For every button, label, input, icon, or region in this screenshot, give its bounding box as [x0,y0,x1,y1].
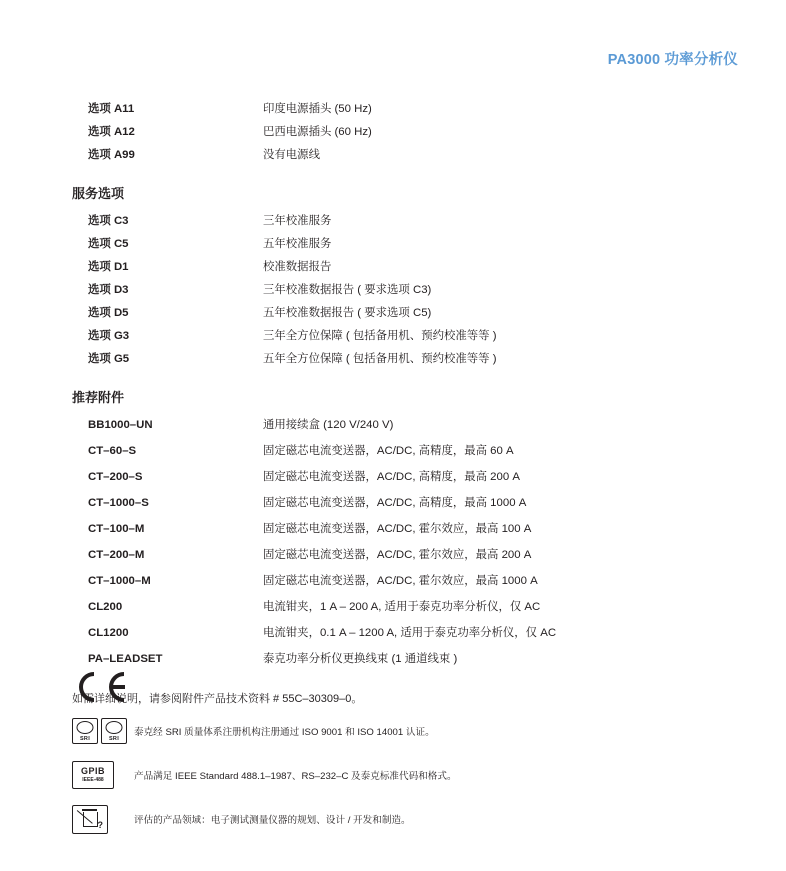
option-description: 三年校准数据报告 ( 要求选项 C3) [263,284,432,296]
option-code: 选项 G3 [88,330,130,342]
accessory-description: 固定磁芯电流变送器，AC/DC, 霍尔效应，最高 100 A [263,523,532,535]
certification-text: 泰克经 SRI 质量体系注册机构注册通过 ISO 9001 和 ISO 14001 认证。 [134,727,435,738]
option-description: 三年校准服务 [263,215,332,227]
accessory-code: CT–1000–S [88,497,149,509]
list-item [0,468,786,494]
gpib-badge-subtitle: IEEE-488 [82,777,104,783]
certification-row-gpib [72,760,732,790]
accessory-description: 电流钳夹，1 A – 200 A, 适用于泰克功率分析仪，仅 AC [263,601,541,613]
option-code: 选项 D5 [88,307,129,319]
gpib-badges [72,761,128,789]
list-item [0,100,786,123]
section-heading-service: 服务选项 [72,186,125,201]
certification-text: 产品满足 IEEE Standard 488.1–1987、RS–232–C 及泰克标准代码和格式。 [134,771,457,782]
list-item [0,598,786,624]
accessory-code: CT–200–M [88,549,145,561]
gpib-badge-title: GPIB [80,766,105,776]
list-item [0,327,786,350]
ce-mark-icon [72,672,130,702]
accessory-code: BB1000–UN [88,419,153,431]
accessory-description: 固定磁芯电流变送器，AC/DC, 高精度，最高 1000 A [263,497,527,509]
list-item [0,572,786,598]
option-description: 巴西电源插头 (60 Hz) [263,126,372,138]
list-item [0,520,786,546]
accessories-list [0,416,786,676]
option-code: 选项 D1 [88,261,129,273]
accessory-code: CT–200–S [88,471,143,483]
option-code: 选项 G5 [88,353,130,365]
list-item [0,212,786,235]
list-item [0,258,786,281]
option-description: 五年全方位保障 ( 包括备用机、预约校准等等 ) [263,353,497,365]
accessory-code: CT–100–M [88,523,145,535]
sri-registrar-icon [72,718,98,744]
list-item [0,304,786,327]
list-item [0,624,786,650]
sri-registrar-icon [101,718,127,744]
weee-recycle-icon: ? [72,805,108,834]
sri-badges [72,718,128,744]
section-heading-accessories: 推荐附件 [72,390,125,405]
option-code: 选项 A12 [88,126,135,138]
option-code: 选项 D3 [88,284,129,296]
list-item [0,442,786,468]
option-code: 选项 C5 [88,238,129,250]
accessory-code: CT–1000–M [88,575,151,587]
option-code: 选项 A11 [88,103,135,115]
page-header-title: PA3000 功率分析仪 [607,52,738,68]
option-code: 选项 A99 [88,149,135,161]
certification-row-sri [72,716,732,746]
option-description: 五年校准数据报告 ( 要求选项 C5) [263,307,432,319]
list-item [0,123,786,146]
weee-badges [72,805,128,834]
sri-badge-label: SRI [79,736,91,742]
service-options-list [0,212,786,373]
list-item [0,281,786,304]
accessory-description: 固定磁芯电流变送器，AC/DC, 霍尔效应，最高 1000 A [263,575,538,587]
accessory-description: 泰克功率分析仪更换线束 (1 通道线束 ) [263,653,458,665]
certification-row-weee [72,804,732,834]
option-description: 印度电源插头 (50 Hz) [263,103,372,115]
top-options-list [0,100,786,169]
accessory-description: 固定磁芯电流变送器，AC/DC, 霍尔效应，最高 200 A [263,549,532,561]
certification-text: 评估的产品领域：电子测试测量仪器的规划、设计 / 开发和制造。 [134,815,411,826]
accessory-description: 电流钳夹，0.1 A – 1200 A, 适用于泰克功率分析仪，仅 AC [263,627,557,639]
list-item [0,416,786,442]
accessory-description: 通用接续盒 (120 V/240 V) [263,419,394,431]
accessories-note: 如需详细说明，请参阅附件产品技术资料 # 55C–30309–0。 [72,693,363,705]
accessory-code: CL1200 [88,627,129,639]
option-description: 三年全方位保障 ( 包括备用机、预约校准等等 ) [263,330,497,342]
accessory-code: PA–LEADSET [88,653,163,665]
list-item [0,350,786,373]
list-item [0,146,786,169]
option-description: 校准数据报告 [263,261,332,273]
accessory-code: CL200 [88,601,123,613]
list-item [0,546,786,572]
document-content [0,100,786,706]
list-item [0,494,786,520]
gpib-icon [72,761,114,789]
list-item [0,235,786,258]
option-description: 没有电源线 [263,149,320,161]
option-code: 选项 C3 [88,215,129,227]
sri-badge-label: SRI [108,736,120,742]
accessory-description: 固定磁芯电流变送器，AC/DC, 高精度，最高 60 A [263,445,514,457]
document-footer [72,672,732,834]
option-description: 五年校准服务 [263,238,332,250]
accessory-description: 固定磁芯电流变送器，AC/DC, 高精度，最高 200 A [263,471,520,483]
accessory-code: CT–60–S [88,445,137,457]
